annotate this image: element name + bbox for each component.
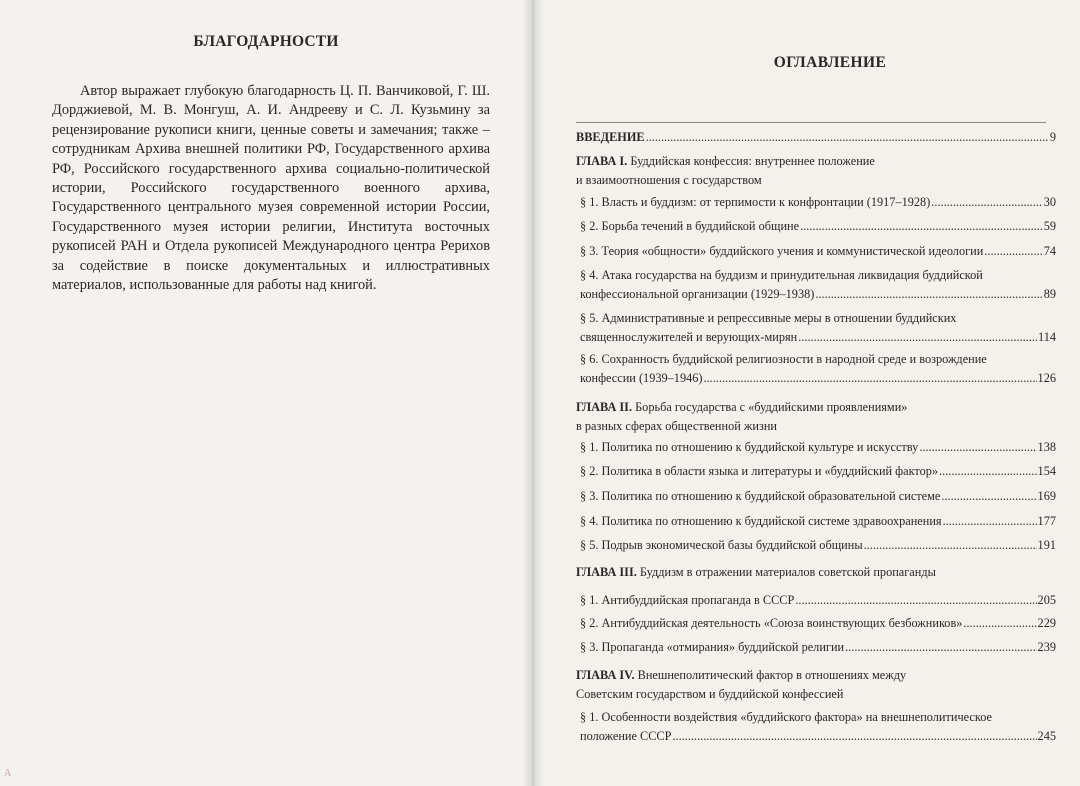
toc-entry-title: § 2. Политика в области языка и литературы и «буддийский фактор» xyxy=(580,464,939,478)
toc-leader-dots xyxy=(984,242,1042,261)
toc-page-number: 30 xyxy=(1043,195,1056,209)
right-page xyxy=(532,0,1080,786)
toc-section-line: § 6. Сохранность буддийской религиозности в народной среде и возрождение xyxy=(580,352,987,366)
toc-entry-title: ВВЕДЕНИЕ xyxy=(576,130,645,144)
toc-chapter-title-line xyxy=(576,171,1056,190)
left-page xyxy=(0,0,532,786)
toc-leader-dots xyxy=(919,438,1036,457)
toc-section-line xyxy=(580,727,1056,746)
toc-section xyxy=(580,309,1056,347)
toc-page-number: 205 xyxy=(1037,593,1056,607)
acknowledgements-text: Автор выражает глубокую благодарность Ц. П. Ванчиковой, Г. Ш. Дорджиевой, М. В. Монгуш, А. И. Андрееву и С. Л. Кузьмину за рецензирование рукописи книги, ценные советы и замечания; также – сотрудникам Архива внешней политики РФ, Государственного архива РФ, Российского государственного архива социально-политической истории, Российского государственного военного архива, Государственного центрального музея современной истории России, Государственного музея истории религии, Института восточных рукописей РАН и Отдела рукописей Международного центра Рерихов за содействие в поиске документальных и иллюстративных материалов, использованные для работы над книгой. xyxy=(52,83,490,294)
toc-page-number: 74 xyxy=(1043,244,1056,258)
toc-page-number: 229 xyxy=(1037,616,1056,630)
toc-page-number: 191 xyxy=(1037,538,1056,552)
toc-leader-dots xyxy=(943,512,1037,531)
acknowledgements-title: БЛАГОДАРНОСТИ xyxy=(193,33,339,50)
toc-section-line xyxy=(580,193,1056,212)
toc-entry-title: § 5. Подрыв экономической базы буддийской общины xyxy=(580,538,863,552)
toc-chapter-title-line xyxy=(576,398,1056,417)
toc-entry-title: § 1. Политика по отношению к буддийской культуре и искусству xyxy=(580,440,919,454)
toc-chapter-heading xyxy=(576,398,1056,436)
toc-section xyxy=(580,487,1056,506)
toc-page-number: 177 xyxy=(1037,514,1056,528)
toc-section-line: § 1. Особенности воздействия «буддийского фактора» на внешнеполитическое xyxy=(580,710,992,724)
toc-section-line xyxy=(580,512,1056,531)
toc-chapter-title: Борьба государства с «буддийскими проявлениями» xyxy=(635,400,908,414)
toc-chapter-title-line xyxy=(576,417,1056,436)
toc-section xyxy=(580,217,1056,236)
toc-chapter-title-line xyxy=(576,563,1056,582)
toc-chapter-title-line xyxy=(576,666,1056,685)
toc-entry-title: конфессиональной организации (1929–1938) xyxy=(580,287,815,301)
toc-chapter-heading xyxy=(576,563,1056,582)
toc-chapter-title: и взаимоотношения с государством xyxy=(576,173,762,187)
toc-chapter-title: Советским государством и буддийской конфессией xyxy=(576,687,844,701)
toc-page-number: 59 xyxy=(1043,219,1056,233)
toc-section-line xyxy=(580,614,1056,633)
toc-section-line xyxy=(580,487,1056,506)
toc-entry-title: священнослужителей и верующих-мирян xyxy=(580,330,798,344)
toc-entry-title: § 3. Политика по отношению к буддийской образовательной системе xyxy=(580,489,941,503)
toc-leader-dots xyxy=(845,638,1036,657)
toc-chapter-title: Внешнеполитический фактор в отношениях между xyxy=(637,668,907,682)
toc-chapter-heading xyxy=(576,666,1056,704)
toc-section xyxy=(580,266,1056,304)
toc-page-number: 138 xyxy=(1037,440,1056,454)
toc-leader-dots xyxy=(815,285,1042,304)
toc-title: ОГЛАВЛЕНИЕ xyxy=(773,54,887,71)
toc-entry-title: § 1. Власть и буддизм: от терпимости к конфронтации (1917–1928) xyxy=(580,195,931,209)
toc-chapter-title: Буддийская конфессия: внутреннее положение xyxy=(630,154,875,168)
toc-leader-dots xyxy=(864,536,1037,555)
toc-leader-dots xyxy=(963,614,1036,633)
toc-section-line xyxy=(580,285,1056,304)
toc-section-line: § 4. Атака государства на буддизм и принудительная ликвидация буддийской xyxy=(580,268,983,282)
toc-leader-dots xyxy=(800,217,1043,236)
toc-section xyxy=(580,438,1056,457)
toc-entry-title: § 1. Антибуддийская пропаганда в СССР xyxy=(580,593,795,607)
toc-entry-title: § 4. Политика по отношению к буддийской системе здравоохранения xyxy=(580,514,942,528)
toc-section-line xyxy=(580,638,1056,657)
toc-page-number: 169 xyxy=(1037,489,1056,503)
toc-section-line xyxy=(580,217,1056,236)
toc-section-line xyxy=(580,328,1056,347)
toc-entry-title: положение СССР xyxy=(580,729,672,743)
toc-chapter-label: ГЛАВА III. xyxy=(576,565,637,579)
toc-section xyxy=(580,708,1056,746)
toc-entry-title: конфессии (1939–1946) xyxy=(580,371,703,385)
toc-chapter-title-line xyxy=(576,152,1056,171)
toc-section-line: § 5. Административные и репрессивные меры в отношении буддийских xyxy=(580,311,957,325)
toc-section-line xyxy=(580,462,1056,481)
toc-entry-title: § 2. Антибуддийская деятельность «Союза воинствующих безбожников» xyxy=(580,616,963,630)
toc-section xyxy=(580,536,1056,555)
toc-chapter-title: в разных сферах общественной жизни xyxy=(576,419,777,433)
toc-section-line xyxy=(580,438,1056,457)
toc-leader-dots xyxy=(939,462,1036,481)
toc-chapter-title: Буддизм в отражении материалов советской пропаганды xyxy=(639,565,936,579)
toc-leader-dots xyxy=(798,328,1037,347)
toc-intro-line xyxy=(576,128,1056,147)
toc-section xyxy=(580,350,1056,388)
toc-section-line xyxy=(580,369,1056,388)
toc-chapter-heading xyxy=(576,152,1056,190)
toc-page-number: 245 xyxy=(1037,729,1056,743)
toc-leader-dots xyxy=(704,369,1037,388)
toc-section xyxy=(580,242,1056,261)
toc-page-number: 239 xyxy=(1037,640,1056,654)
toc-section-line xyxy=(580,536,1056,555)
toc-section xyxy=(580,614,1056,633)
toc-page-number: 126 xyxy=(1037,371,1056,385)
toc-section xyxy=(580,193,1056,212)
toc-leader-dots xyxy=(646,128,1049,147)
toc-leader-dots xyxy=(672,727,1036,746)
corner-mark: А xyxy=(4,768,12,779)
toc-intro xyxy=(576,128,1056,147)
toc-chapter-label: ГЛАВА I. xyxy=(576,154,628,168)
toc-section xyxy=(580,462,1056,481)
toc-page-number: 9 xyxy=(1049,130,1056,144)
toc-page-number: 89 xyxy=(1043,287,1056,301)
toc-section xyxy=(580,638,1056,657)
toc-page-number: 154 xyxy=(1037,464,1056,478)
toc-section xyxy=(580,512,1056,531)
toc-chapter-label: ГЛАВА IV. xyxy=(576,668,635,682)
toc-entry-title: § 2. Борьба течений в буддийской общине xyxy=(580,219,800,233)
toc-leader-dots xyxy=(795,591,1036,610)
toc-rule xyxy=(576,122,1046,123)
toc-entry-title: § 3. Пропаганда «отмирания» буддийской религии xyxy=(580,640,845,654)
toc-section-line xyxy=(580,591,1056,610)
toc-leader-dots xyxy=(931,193,1042,212)
toc-section-line xyxy=(580,242,1056,261)
toc-page-number: 114 xyxy=(1038,330,1056,344)
toc-leader-dots xyxy=(941,487,1036,506)
toc-entry-title: § 3. Теория «общности» буддийского учения и коммунистической идеологии xyxy=(580,244,984,258)
toc-chapter-label: ГЛАВА II. xyxy=(576,400,633,414)
toc-chapter-title-line xyxy=(576,685,1056,704)
toc-section xyxy=(580,591,1056,610)
